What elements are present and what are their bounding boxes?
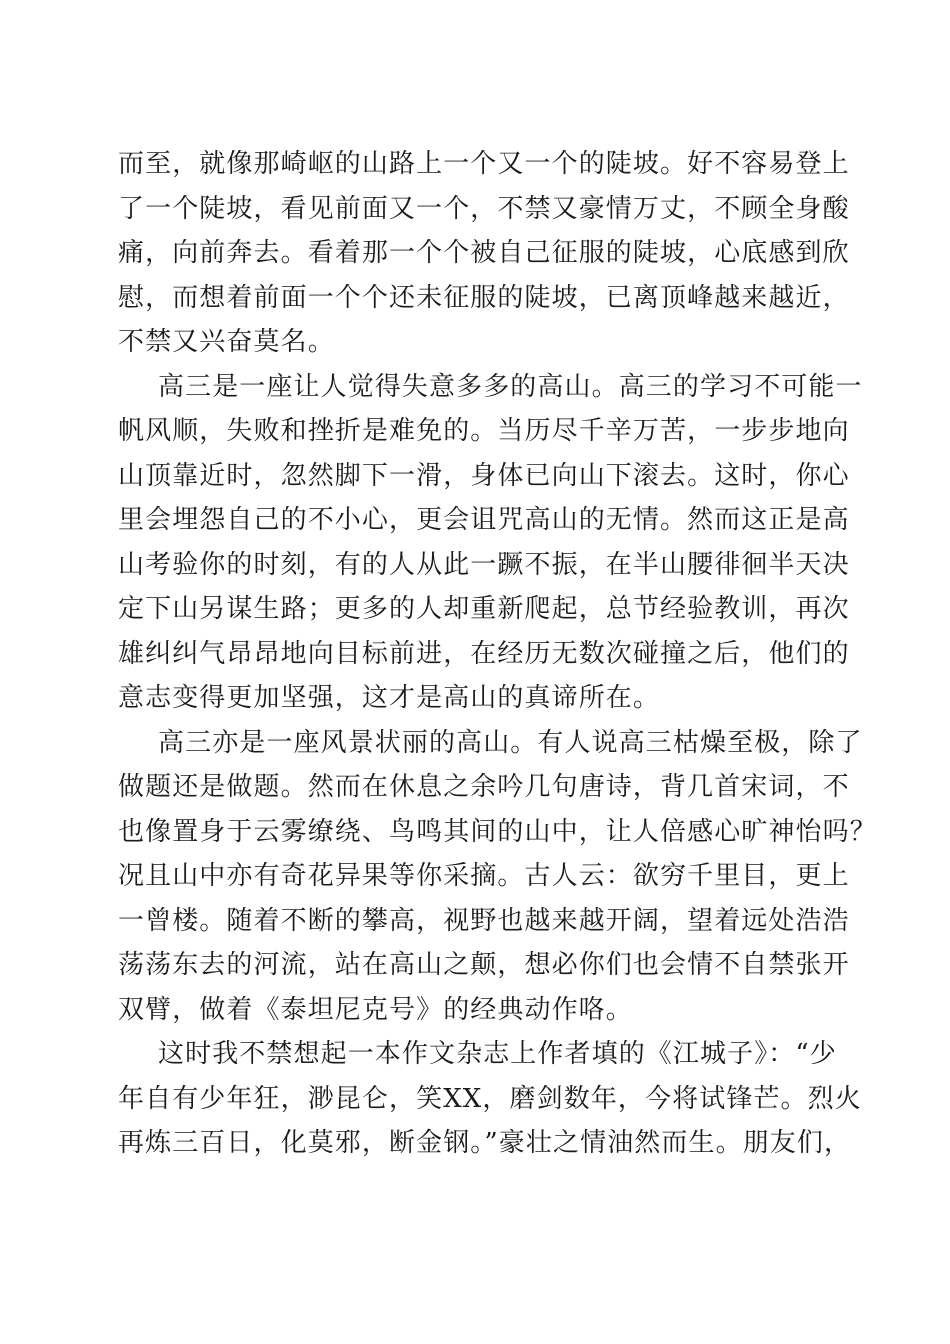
text-line: 山考验你的时刻，有的人从此一蹶不振，在半山腰徘徊半天决 [118, 549, 850, 580]
text-line: 况且山中亦有奇花异果等你采摘。古人云：欲穷千里目，更上 [118, 861, 850, 891]
text-line: 帆风顺，失败和挫折是难免的。当历尽千辛万苦，一步步地向 [118, 416, 850, 446]
body-text [118, 142, 877, 1166]
paragraph-start-line: 这时我不禁想起一本作文杂志上作者填的《江城子》：“少 [158, 1039, 837, 1069]
text-line: 慰，而想着前面一个个还未征服的陡坡，已离顶峰越来越近， [118, 282, 850, 313]
text-line: 了一个陡坡，看见前面又一个，不禁又豪情万丈，不顾全身酸 [118, 193, 850, 224]
text-line: 而至，就像那崎岖的山路上一个又一个的陡坡。好不容易登上 [118, 149, 850, 179]
paragraph-start-line: 高三亦是一座风景状丽的高山。有人说高三枯燥至极，除了 [158, 727, 863, 758]
text-line: 雄纠纠气昂昂地向目标前进，在经历无数次碰撞之后，他们的 [118, 638, 850, 669]
text-line: 双臂，做着《泰坦尼克号》的经典动作咯。 [118, 994, 633, 1025]
text-line: 山顶靠近时，忽然脚下一滑，身体已向山下滚去。这时，你心 [118, 460, 850, 491]
text-line: 痛，向前奔去。看着那一个个被自己征服的陡坡，心底感到欣 [118, 238, 850, 268]
text-line: 也像置身于云雾缭绕、鸟鸣其间的山中，让人倍感心旷神怡吗？ [118, 816, 877, 847]
paragraph-start-line: 高三是一座让人觉得失意多多的高山。高三的学习不可能一 [158, 371, 863, 402]
text-line: 荡荡东去的河流，站在高山之颠，想必你们也会情不自禁张开 [118, 950, 850, 980]
text-line: 一曾楼。随着不断的攀高，视野也越来越开阔，望着远处浩浩 [118, 905, 850, 936]
text-line: 不禁又兴奋莫名。 [118, 327, 335, 357]
text-line: 再炼三百日，化莫邪，断金钢。”豪壮之情油然而生。朋友们， [118, 1128, 852, 1158]
text-line: 定下山另谋生路；更多的人却重新爬起，总节经验教训，再次 [118, 594, 850, 624]
text-line: 年自有少年狂，渺昆仑，笑XX，磨剑数年，今将试锋芒。烈火 [118, 1083, 862, 1114]
text-line: 意志变得更加坚强，这才是高山的真谛所在。 [118, 683, 661, 713]
text-line: 里会埋怨自己的不小心，更会诅咒高山的无情。然而这正是高 [118, 505, 850, 535]
text-line: 做题还是做题。然而在休息之余吟几句唐诗，背几首宋词，不 [118, 772, 850, 802]
